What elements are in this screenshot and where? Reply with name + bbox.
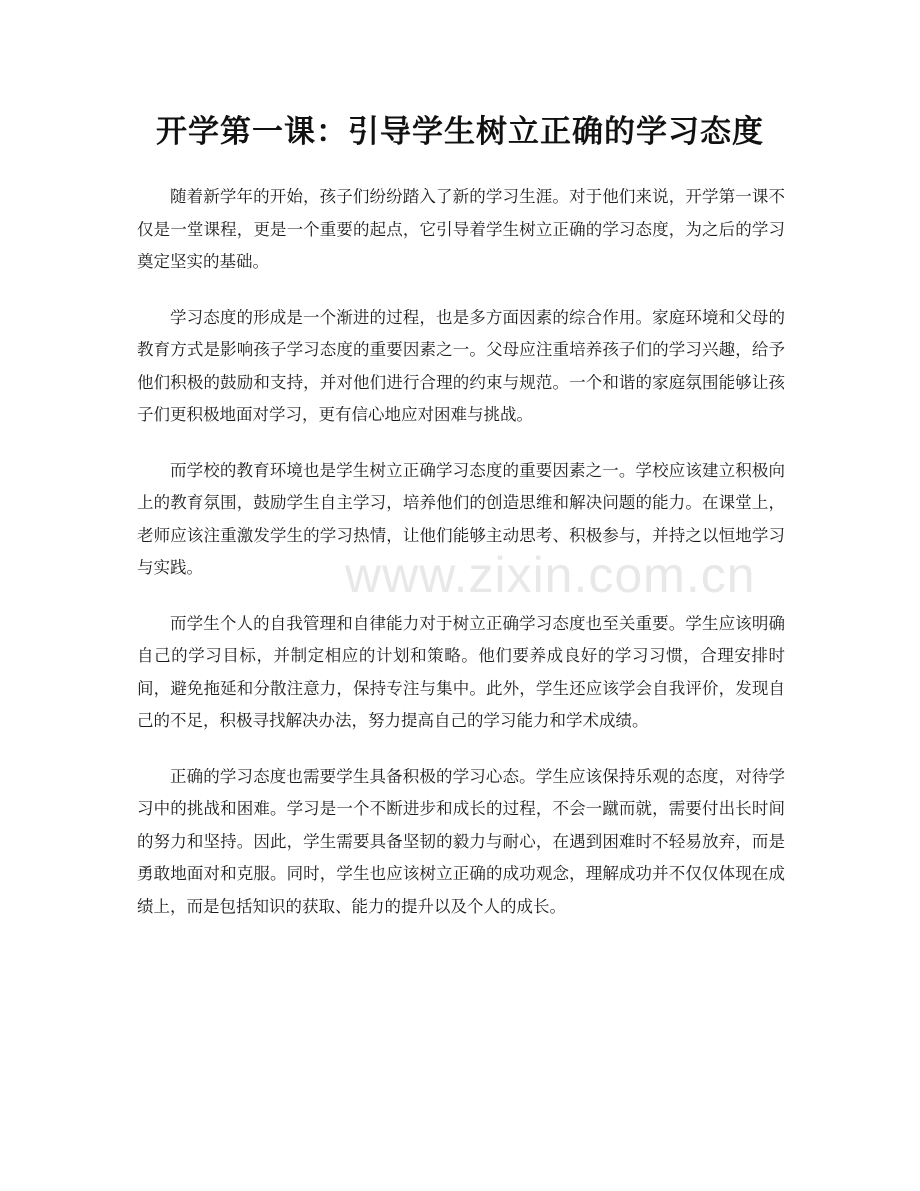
- paragraph-5: 正确的学习态度也需要学生具备积极的学习心态。学生应该保持乐观的态度，对待学习中的挑战和困难。学习是一个不断进步和成长的过程，不会一蹴而就，需要付出长时间的努力和坚持。因此，学生需要具备坚韧的毅力与耐心，在遇到困难时不轻易放弃，而是勇敢地面对和克服。同时，学生也应该树立正确的成功观念，理解成功并不仅仅体现在成绩上，而是包括知识的获取、能力的提升以及个人的成长。: [137, 766, 785, 916]
- watermark: www.zixin.com.cn: [345, 547, 756, 603]
- paragraph-4: 而学生个人的自我管理和自律能力对于树立正确学习态度也至关重要。学生应该明确自己的学习目标，并制定相应的计划和策略。他们要养成良好的学习习惯，合理安排时间，避免拖延和分散注意力，保持专注与集中。此外，学生还应该学会自我评价，发现自己的不足，积极寻找解决办法，努力提高自己的学习能力和学术成绩。: [137, 613, 785, 730]
- paragraph-3: 而学校的教育环境也是学生树立正确学习态度的重要因素之一。学校应该建立积极向上的教育氛围，鼓励学生自主学习，培养他们的创造思维和解决问题的能力。在课堂上，老师应该注重激发学生的学习热情，让他们能够主动思考、积极参与，并持之以恒地学习与实践。: [137, 460, 785, 577]
- document-body: [137, 181, 785, 946]
- paragraph-2: 学习态度的形成是一个渐进的过程，也是多方面因素的综合作用。家庭环境和父母的教育方式是影响孩子学习态度的重要因素之一。父母应注重培养孩子们的学习兴趣，给予他们积极的鼓励和支持，并对他们进行合理的约束与规范。一个和谐的家庭氛围能够让孩子们更积极地面对学习，更有信心地应对困难与挑战。: [137, 307, 785, 424]
- paragraph-1: 随着新学年的开始，孩子们纷纷踏入了新的学习生涯。对于他们来说，开学第一课不仅是一堂课程，更是一个重要的起点，它引导着学生树立正确的学习态度，为之后的学习奠定坚实的基础。: [137, 187, 785, 271]
- document-title: 开学第一课：引导学生树立正确的学习态度: [156, 114, 764, 150]
